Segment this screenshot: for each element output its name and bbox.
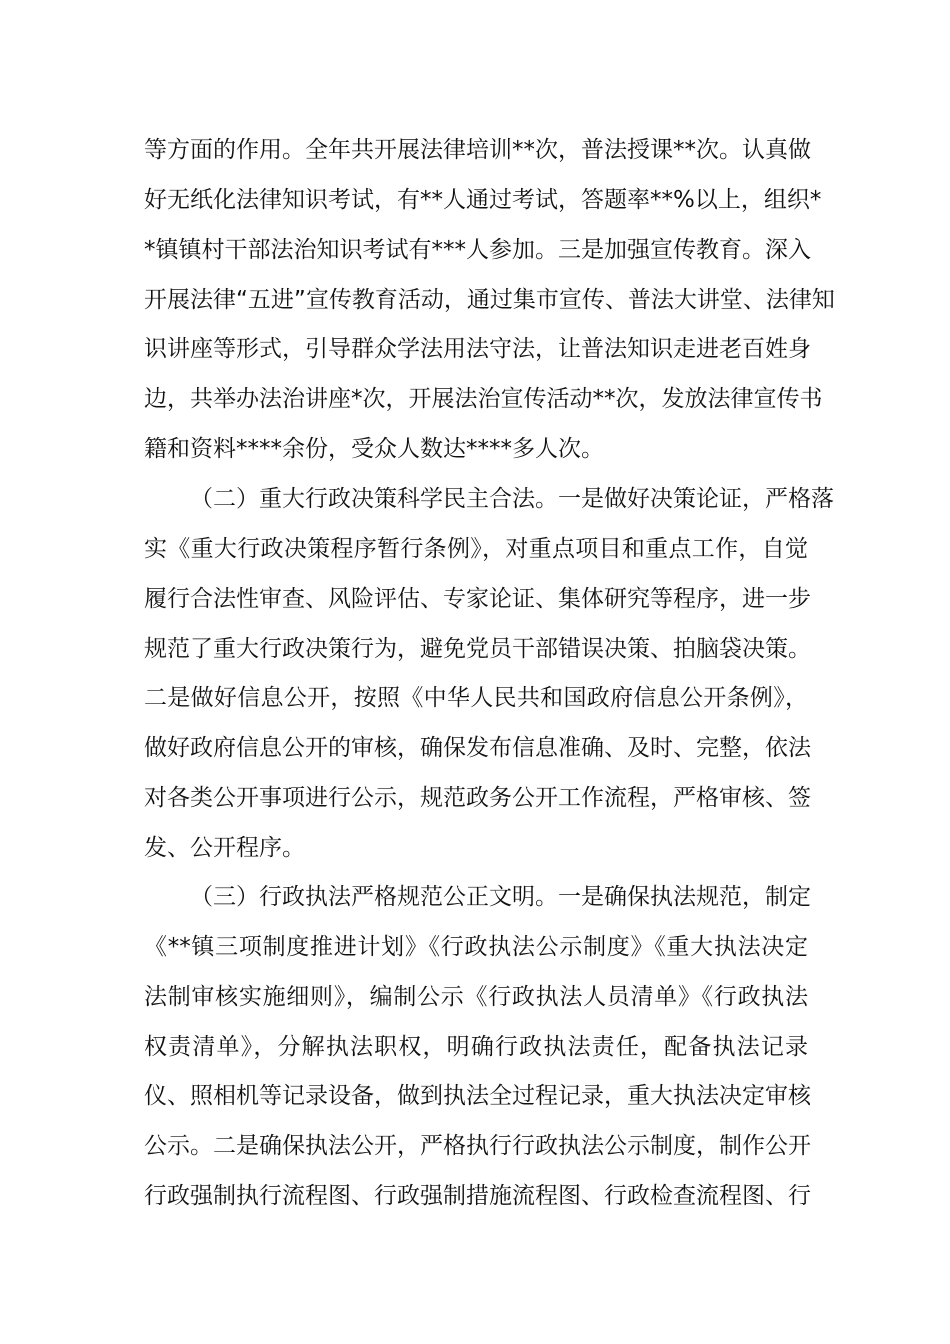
text-line: 公示。二是确保执法公开，严格执行行政执法公示制度，制作公开 — [144, 1133, 811, 1159]
section-heading-line: （二）重大行政决策科学民主合法。一是做好决策论证，严格落 — [190, 486, 834, 512]
text-line: 权责清单》，分解执法职权，明确行政执法责任，配备执法记录 — [144, 1034, 808, 1060]
text-line: 行政强制执行流程图、行政强制措施流程图、行政检查流程图、行 — [144, 1183, 811, 1209]
section-heading-line: （三）行政执法严格规范公正文明。一是确保执法规范，制定 — [190, 884, 811, 910]
text-line: 开展法律“五进”宣传教育活动，通过集市宣传、普法大讲堂、法律知 — [144, 287, 835, 313]
text-line: 识讲座等形式，引导群众学法用法守法，让普法知识走进老百姓身 — [144, 336, 811, 362]
text-line: 《**镇三项制度推进计划》《行政执法公示制度》《重大执法决定 — [144, 934, 808, 960]
text-line: 法制审核实施细则》，编制公示《行政执法人员清单》《行政执法 — [144, 984, 808, 1010]
paragraph-end-line: 发、公开程序。 — [144, 835, 305, 861]
text-line: 履行合法性审查、风险评估、专家论证、集体研究等程序，进一步 — [144, 586, 811, 612]
text-line: 对各类公开事项进行公示，规范政务公开工作流程，严格审核、签 — [144, 785, 811, 811]
text-line: 做好政府信息公开的审核，确保发布信息准确、及时、完整，依法 — [144, 735, 811, 761]
text-line: 二是做好信息公开，按照《中华人民共和国政府信息公开条例》， — [144, 685, 808, 711]
text-line: 边，共举办法治讲座*次，开展法治宣传活动**次，发放法律宣传书 — [144, 386, 823, 412]
text-line: 规范了重大行政决策行为，避免党员干部错误决策、拍脑袋决策。 — [144, 636, 811, 662]
text-line: 仪、照相机等记录设备，做到执法全过程记录，重大执法决定审核 — [144, 1083, 811, 1109]
paragraph-end-line: 籍和资料****余份，受众人数达****多人次。 — [144, 436, 604, 462]
text-line: 实《重大行政决策程序暂行条例》，对重点项目和重点工作，自觉 — [144, 536, 808, 562]
text-line: 等方面的作用。全年共开展法律培训**次，普法授课**次。认真做 — [144, 137, 811, 163]
text-line: 好无纸化法律知识考试，有**人通过考试，答题率**%以上，组织* — [144, 187, 822, 213]
text-line: *镇镇村干部法治知识考试有***人参加。三是加强宣传教育。深入 — [144, 237, 811, 263]
